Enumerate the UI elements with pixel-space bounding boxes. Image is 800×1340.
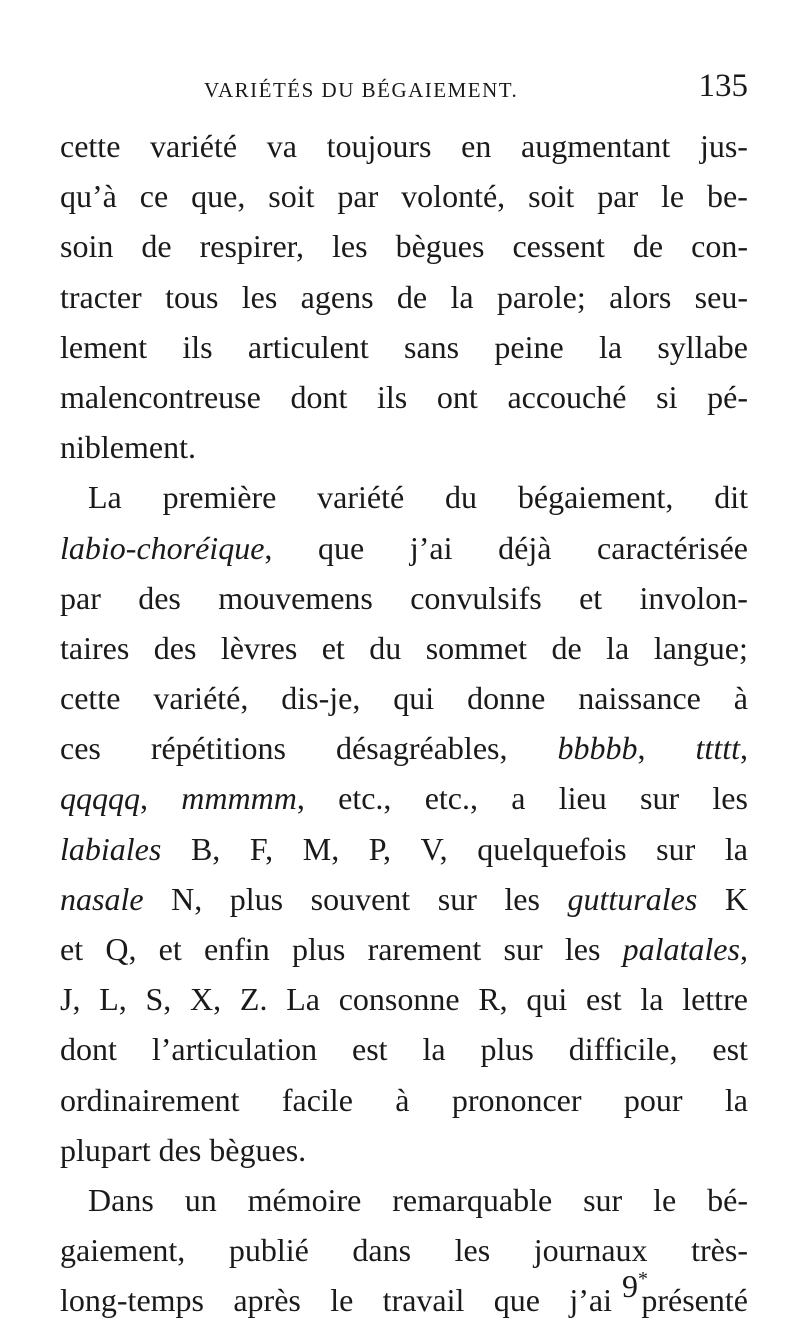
word: remarquable bbox=[392, 1181, 553, 1218]
word: par bbox=[597, 178, 639, 215]
word: cette bbox=[60, 128, 121, 164]
word: La bbox=[88, 479, 122, 516]
text-line bbox=[60, 121, 748, 171]
word: , bbox=[739, 931, 748, 967]
word: , bbox=[264, 529, 273, 566]
word: L, bbox=[99, 981, 127, 1018]
word: augmentant bbox=[521, 128, 671, 164]
word: qui bbox=[393, 680, 435, 717]
word: , bbox=[140, 780, 148, 817]
word: plus bbox=[291, 931, 346, 967]
word: la bbox=[640, 981, 664, 1018]
word: rarement bbox=[367, 931, 482, 967]
word: niblement. bbox=[60, 429, 196, 466]
word: sur bbox=[656, 830, 696, 867]
word: va bbox=[266, 128, 297, 164]
signature-mark bbox=[622, 1268, 648, 1305]
text-line bbox=[60, 272, 748, 322]
word: les bbox=[564, 931, 601, 967]
word: très- bbox=[691, 1232, 748, 1269]
word: La bbox=[286, 981, 320, 1018]
word: plus bbox=[480, 1031, 534, 1068]
word: nasale bbox=[60, 880, 144, 917]
word: des bbox=[138, 579, 181, 616]
word: la bbox=[724, 830, 748, 867]
word: Q, bbox=[105, 931, 137, 967]
word: R, bbox=[478, 981, 508, 1018]
word: la bbox=[422, 1031, 446, 1068]
word: j’ai bbox=[569, 1282, 612, 1319]
word: souvent bbox=[310, 880, 411, 917]
word: j’ai bbox=[409, 529, 453, 566]
word: la bbox=[606, 629, 630, 666]
word: convulsifs bbox=[410, 579, 542, 616]
word: ils bbox=[377, 378, 408, 415]
word: ont bbox=[436, 378, 478, 415]
text-line bbox=[60, 924, 748, 974]
text-line bbox=[60, 523, 748, 573]
word: à bbox=[395, 1081, 410, 1118]
text-line bbox=[60, 221, 748, 271]
word: naissance bbox=[578, 680, 701, 717]
word: le bbox=[661, 178, 685, 215]
word: que bbox=[318, 529, 365, 566]
word-group bbox=[60, 523, 272, 573]
word: la bbox=[598, 328, 623, 365]
word: labiales bbox=[60, 830, 162, 867]
word: par bbox=[60, 579, 101, 616]
word: qu’à bbox=[60, 178, 117, 215]
word: N, bbox=[171, 880, 203, 917]
word: , bbox=[637, 730, 646, 767]
word: pour bbox=[623, 1081, 683, 1118]
word: malencontreuse bbox=[60, 378, 261, 415]
word: mmmmm bbox=[181, 780, 297, 817]
word: dont bbox=[290, 378, 348, 415]
word: seu- bbox=[694, 278, 748, 315]
word: bègues. bbox=[209, 1131, 307, 1168]
word: les bbox=[504, 880, 540, 917]
word: des bbox=[158, 1131, 202, 1168]
word: si bbox=[656, 378, 678, 415]
word: , bbox=[296, 780, 305, 817]
word: que bbox=[493, 1282, 540, 1319]
body-text bbox=[60, 121, 748, 1326]
word: un bbox=[184, 1181, 217, 1218]
word: et bbox=[579, 579, 603, 616]
text-line bbox=[60, 422, 748, 472]
text-line bbox=[60, 1075, 748, 1125]
text-line bbox=[60, 1175, 748, 1225]
word: désagréables, bbox=[336, 730, 508, 767]
word: ils bbox=[182, 328, 213, 365]
word: dans bbox=[352, 1232, 412, 1269]
word: du bbox=[369, 629, 402, 666]
word: le bbox=[653, 1181, 677, 1218]
word: articulent bbox=[247, 328, 369, 365]
word: jus- bbox=[699, 128, 748, 164]
word: les bbox=[241, 278, 278, 315]
word: F, bbox=[249, 830, 274, 867]
word: peine bbox=[494, 328, 564, 365]
word: après bbox=[233, 1282, 301, 1319]
word: toujours bbox=[326, 128, 432, 164]
word: de bbox=[551, 629, 582, 666]
text-line bbox=[60, 673, 748, 723]
word: quelquefois bbox=[477, 830, 627, 867]
word: en bbox=[461, 128, 492, 164]
word: caractérisée bbox=[597, 529, 748, 566]
word: première bbox=[162, 479, 277, 516]
word: volonté, bbox=[401, 178, 506, 215]
word: tracter bbox=[60, 278, 142, 315]
word: mouvemens bbox=[218, 579, 373, 616]
word: les bbox=[712, 780, 748, 817]
word: lieu bbox=[558, 780, 607, 817]
word: à bbox=[733, 680, 748, 717]
word: que, bbox=[191, 178, 246, 215]
word: syllabe bbox=[657, 328, 748, 365]
word: travail bbox=[382, 1282, 465, 1319]
word: variété, bbox=[153, 680, 249, 717]
word: sur bbox=[437, 880, 477, 917]
text-line bbox=[60, 171, 748, 221]
word-group bbox=[558, 723, 646, 773]
word: par bbox=[337, 178, 379, 215]
word: accouché bbox=[507, 378, 627, 415]
word: , bbox=[739, 730, 748, 767]
word: lèvres bbox=[220, 629, 298, 666]
word: B, bbox=[190, 830, 221, 867]
word: J, bbox=[60, 981, 81, 1018]
word: soit bbox=[268, 178, 315, 215]
word: des bbox=[153, 629, 197, 666]
word: con- bbox=[691, 228, 748, 265]
word: est bbox=[712, 1031, 748, 1068]
word: lement bbox=[60, 328, 148, 365]
word: déjà bbox=[498, 529, 552, 566]
word: publié bbox=[228, 1232, 309, 1269]
word: dit bbox=[714, 479, 748, 516]
text-line bbox=[60, 623, 748, 673]
word: la bbox=[450, 278, 474, 315]
word: répétitions bbox=[150, 730, 286, 767]
word: cessent bbox=[512, 228, 605, 265]
word: soit bbox=[528, 178, 575, 215]
word: gaiement, bbox=[60, 1232, 186, 1269]
word: S, bbox=[145, 981, 172, 1018]
word: plupart bbox=[60, 1131, 151, 1168]
word: M, bbox=[302, 830, 340, 867]
word: et bbox=[321, 629, 345, 666]
word: gutturales bbox=[567, 880, 698, 917]
word: lettre bbox=[682, 981, 748, 1018]
signature-star: * bbox=[638, 1268, 648, 1290]
word: sans bbox=[403, 328, 460, 365]
word-group bbox=[623, 924, 748, 974]
word: etc., bbox=[338, 780, 392, 817]
text-line bbox=[60, 472, 748, 522]
word: X, bbox=[190, 981, 222, 1018]
word: donne bbox=[467, 680, 546, 717]
text-line bbox=[60, 874, 748, 924]
word: P, bbox=[368, 830, 392, 867]
word: long-temps bbox=[60, 1282, 204, 1319]
word: et bbox=[158, 931, 182, 967]
text-line bbox=[60, 974, 748, 1024]
word: les bbox=[454, 1232, 491, 1269]
word: est bbox=[586, 981, 622, 1018]
text-line bbox=[60, 1024, 748, 1074]
text-line bbox=[60, 372, 748, 422]
word: bégaiement, bbox=[517, 479, 674, 516]
word: est bbox=[352, 1031, 388, 1068]
running-head bbox=[62, 68, 748, 108]
word: de bbox=[632, 228, 664, 265]
page-number: 135 bbox=[698, 68, 748, 104]
word: Z. bbox=[239, 981, 268, 1018]
word: dis-je, bbox=[281, 680, 361, 717]
word: sur bbox=[583, 1181, 623, 1218]
word: du bbox=[445, 479, 478, 516]
word: bègues bbox=[395, 228, 485, 265]
word: difficile, bbox=[568, 1031, 678, 1068]
word: ces bbox=[60, 730, 101, 767]
word: de bbox=[396, 278, 428, 315]
word: de bbox=[141, 228, 172, 265]
word: alors bbox=[609, 278, 672, 315]
word: présenté bbox=[641, 1282, 748, 1319]
word: a bbox=[511, 780, 526, 817]
word: sur bbox=[640, 780, 680, 817]
word: variété bbox=[150, 128, 238, 164]
word-group bbox=[181, 773, 305, 823]
word: agens bbox=[300, 278, 374, 315]
word: be- bbox=[707, 178, 748, 215]
word: labio-choréique bbox=[60, 529, 265, 566]
word: enfin bbox=[204, 931, 270, 967]
word: cette bbox=[60, 680, 121, 717]
word: la bbox=[724, 1081, 748, 1118]
word: langue; bbox=[653, 629, 748, 666]
word: consonne bbox=[338, 981, 460, 1018]
word-group bbox=[696, 723, 748, 773]
word: pé- bbox=[707, 378, 748, 415]
word: palatales bbox=[622, 931, 740, 967]
word: journaux bbox=[533, 1232, 648, 1269]
text-line bbox=[60, 1125, 748, 1175]
word: prononcer bbox=[451, 1081, 582, 1118]
word: parole; bbox=[496, 278, 586, 315]
word: bé- bbox=[707, 1181, 748, 1218]
text-line bbox=[60, 723, 748, 773]
word: involon- bbox=[639, 579, 748, 616]
word: plus bbox=[229, 880, 284, 917]
text-line bbox=[60, 322, 748, 372]
word: tous bbox=[165, 278, 219, 315]
word: K bbox=[724, 880, 748, 917]
word: V, bbox=[420, 830, 448, 867]
word: sommet bbox=[425, 629, 528, 666]
word: sur bbox=[503, 931, 543, 967]
word: Dans bbox=[88, 1181, 154, 1218]
word: taires bbox=[60, 629, 130, 666]
word: bbbbb bbox=[557, 730, 638, 767]
word: qqqqq bbox=[60, 780, 140, 817]
running-title: VARIÉTÉS DU BÉGAIEMENT. bbox=[204, 78, 519, 102]
word: l’articulation bbox=[151, 1031, 318, 1068]
word: ttttt bbox=[695, 730, 740, 767]
word: variété bbox=[317, 479, 405, 516]
text-line bbox=[60, 824, 748, 874]
word: respirer, bbox=[199, 228, 305, 265]
word: ordinairement bbox=[60, 1081, 240, 1118]
text-line bbox=[60, 773, 748, 823]
text-line bbox=[60, 573, 748, 623]
word: le bbox=[330, 1282, 354, 1319]
word: facile bbox=[281, 1081, 353, 1118]
word: qui bbox=[526, 981, 568, 1018]
word-group bbox=[60, 773, 148, 823]
word: dont bbox=[60, 1031, 117, 1068]
word: ce bbox=[139, 178, 169, 215]
word: les bbox=[332, 228, 368, 265]
signature-number: 9 bbox=[622, 1268, 638, 1304]
word: etc., bbox=[424, 780, 478, 817]
word: mémoire bbox=[247, 1181, 362, 1218]
word: soin bbox=[60, 228, 114, 265]
word: et bbox=[60, 931, 84, 967]
